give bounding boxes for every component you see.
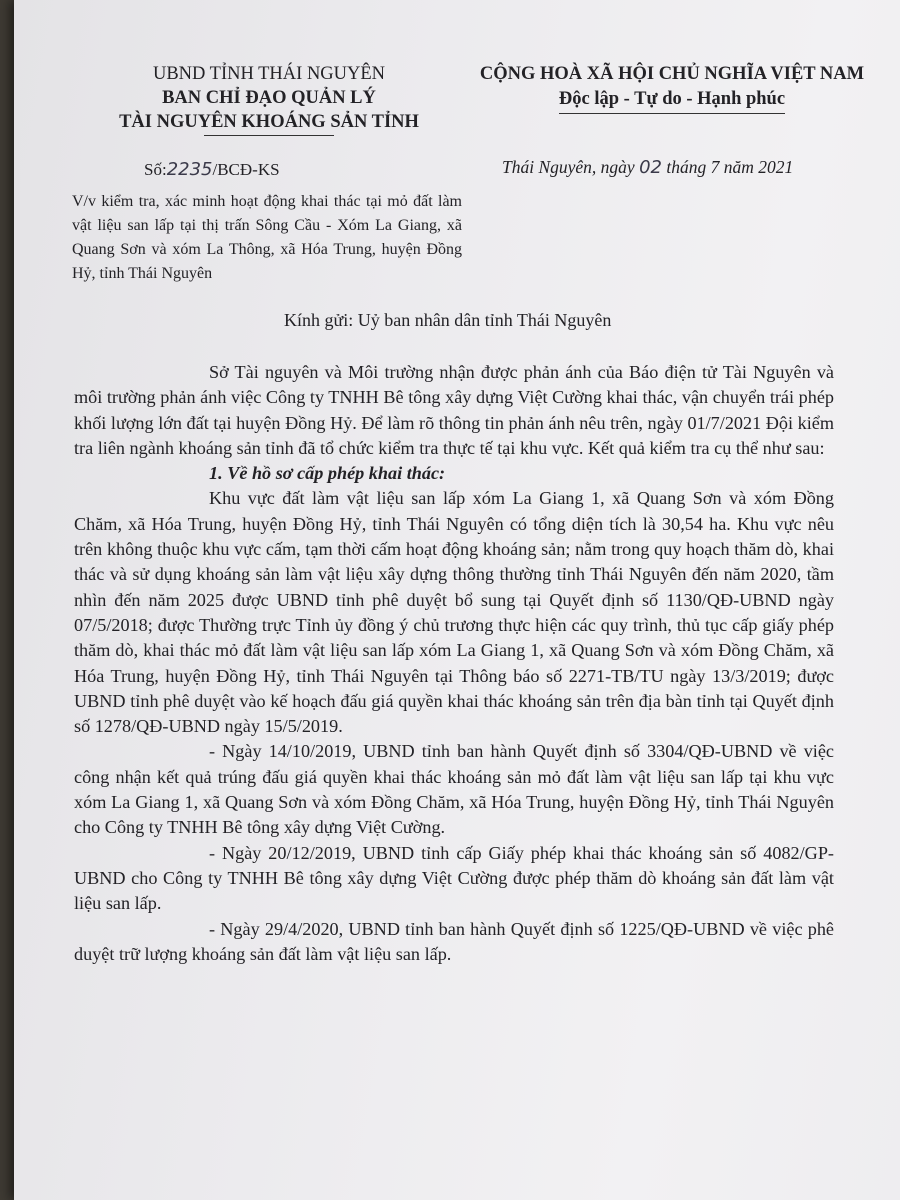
document-page (14, 0, 900, 1200)
agency-underline (204, 135, 334, 136)
national-title: CỘNG HOÀ XÃ HỘI CHỦ NGHĨA VIỆT NAM (479, 64, 865, 84)
doc-number-prefix: Số: (144, 160, 167, 179)
agency-line-3: TÀI NGUYÊN KHOÁNG SẢN TỈNH (119, 112, 419, 132)
list-item-3: - Ngày 29/4/2020, UBND tỉnh ban hành Quyết định số 1225/QĐ-UBND về việc phê duyệt trữ lượng khoáng sản đất làm vật liệu san lấp. (74, 918, 834, 964)
agency-line-1: UBND TỈNH THÁI NGUYÊN (152, 64, 386, 84)
document-number (144, 159, 280, 180)
national-header (462, 62, 882, 114)
intro-paragraph: Sở Tài nguyên và Môi trường nhận được phản ánh của Báo điện tử Tài Nguyên và môi trường phản ánh việc Công ty TNHH Bê tông xây dựng Việt Cường khai thác, vận chuyển trái phép khối lượng lớn đất tại huyện Đồng Hỷ. Để làm rõ thông tin phản ánh nêu trên, ngày 01/7/2021 Đội kiểm tra liên ngành khoáng sản tỉnh đã tổ chức kiểm tra thực tế tại khu vực. Kết quả kiểm tra cụ thể như sau: (74, 362, 834, 458)
date-day-handwritten: 02 (639, 157, 662, 178)
section-1-title: 1. Về hồ sơ cấp phép khai thác: (209, 463, 446, 484)
list-item-1: - Ngày 14/10/2019, UBND tỉnh ban hành Quyết định số 3304/QĐ-UBND về việc công nhận kết quả trúng đấu giá quyền khai thác khoáng sản mỏ đất làm vật liệu san lấp tại khu vực xóm La Giang 1, xã Quang Sơn và xóm Đồng Chăm, xã Hóa Trung, huyện Đồng Hỷ, tỉnh Thái Nguyên cho Công ty TNHH Bê tông xây dựng Việt Cường. (74, 741, 834, 838)
section-1-paragraph: Khu vực đất làm vật liệu san lấp xóm La Giang 1, xã Quang Sơn và xóm Đồng Chăm, xã Hóa Trung, huyện Đồng Hỷ, tỉnh Thái Nguyên có tổng diện tích là 30,54 ha. Khu vực nêu trên không thuộc khu vực cấm, tạm thời cấm hoạt động khoáng sản; nằm trong quy hoạch thăm dò, khai thác và sử dụng khoáng sản làm vật liệu xây dựng thông thường tỉnh Thái Nguyên đến năm 2020, tầm nhìn đến năm 2025 được UBND tỉnh phê duyệt bổ sung tại Quyết định số 1130/QĐ-UBND ngày 07/5/2018; được Thường trực Tỉnh ủy đồng ý chủ trương thực hiện các quy trình, thủ tục cấp giấy phép thăm dò, khai thác mỏ đất làm vật liệu san lấp xóm La Giang 1, xã Quang Sơn và xóm Đồng Chăm, xã Hóa Trung, huyện Đồng Hỷ, tỉnh Thái Nguyên tại Thông báo số 2271-TB/TU ngày 13/3/2019; được UBND tỉnh phê duyệt vào kế hoạch đấu giá quyền khai thác khoáng sản trên địa bàn tỉnh tại Quyết định số 1278/QĐ-UBND ngày 15/5/2019. (74, 488, 834, 737)
date-prefix: Thái Nguyên, ngày (502, 157, 635, 177)
agency-line-2: BAN CHỈ ĐẠO QUẢN LÝ (162, 88, 376, 108)
list-item-2: - Ngày 20/12/2019, UBND tỉnh cấp Giấy phép khai thác khoáng sản số 4082/GP-UBND cho Công ty TNHH Bê tông xây dựng Việt Cường được phép thăm dò khoáng sản đất làm vật liệu san lấp. (74, 842, 834, 914)
doc-number-suffix: /BCĐ-KS (212, 160, 280, 179)
subject-line: V/v kiểm tra, xác minh hoạt động khai thác tại mỏ đất làm vật liệu san lấp tại thị trấn Sông Cầu - Xóm La Giang, xã Quang Sơn và xóm La Thông, xã Hóa Trung, huyện Đồng Hỷ, tỉnh Thái Nguyên (72, 193, 462, 282)
national-motto: Độc lập - Tự do - Hạnh phúc (559, 87, 785, 114)
document-body (74, 360, 834, 967)
date-suffix: tháng 7 năm 2021 (666, 157, 794, 177)
doc-number-handwritten: 2235 (166, 159, 213, 180)
document-date (502, 157, 842, 178)
recipient-line: Kính gửi: Uỷ ban nhân dân tỉnh Thái Nguyên (284, 310, 612, 330)
issuing-agency-header (104, 62, 434, 136)
